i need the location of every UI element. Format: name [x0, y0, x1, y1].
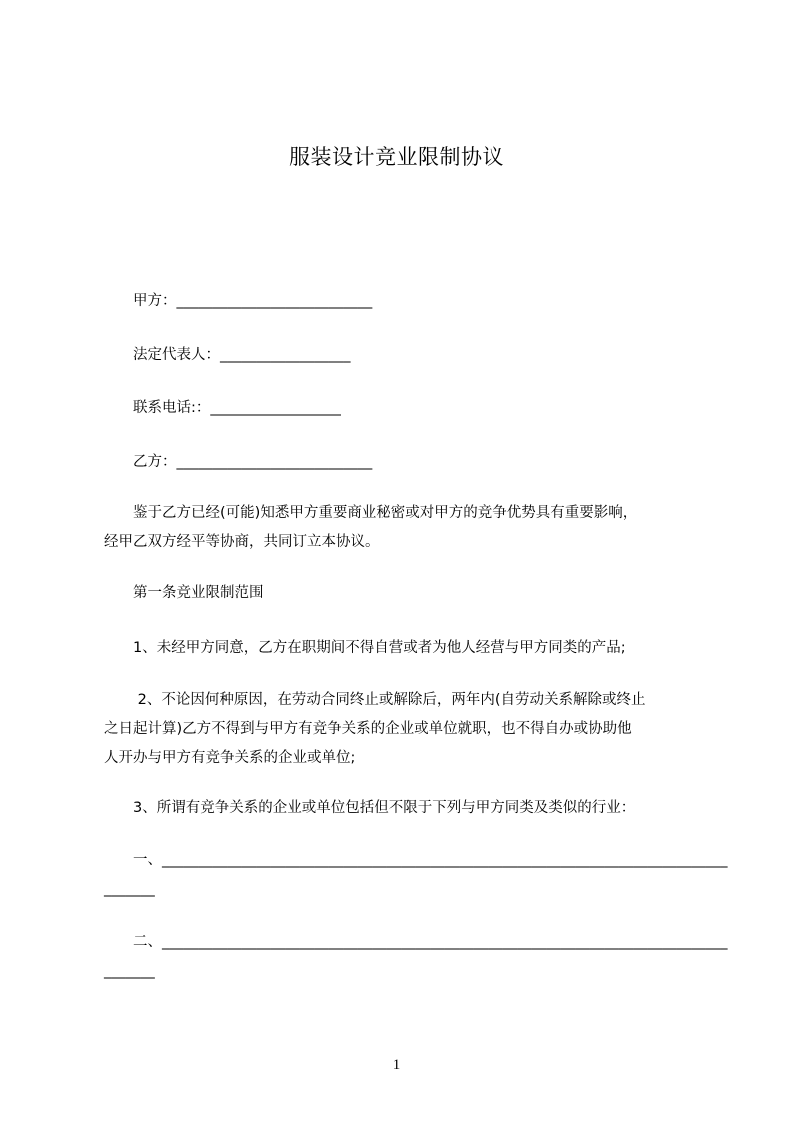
preamble-paragraph [104, 499, 700, 557]
contact-phone-field: 联系电话:：__________________ [104, 400, 341, 416]
preamble-line: 鉴于乙方已经(可能)知悉甲方重要商业秘密或对甲方的竞争优势具有重要影响， [104, 505, 638, 521]
competitor-item-line: _______ [104, 963, 155, 979]
competitor-item-1 [104, 846, 728, 904]
document-title: 服装设计竞业限制协议 [289, 145, 504, 169]
party-b-field: 乙方：___________________________ [104, 454, 373, 470]
article-1-heading: 第一条竞业限制范围 [104, 585, 264, 601]
party-a-field: 甲方：___________________________ [104, 293, 373, 309]
competitor-item-line: _______ [104, 881, 155, 897]
competitor-item-line: 一、______________________________________________________________________________ [104, 852, 728, 868]
competitor-item-line: 二、______________________________________________________________________________ [104, 934, 728, 950]
legal-representative-field: 法定代表人：__________________ [104, 347, 351, 363]
clause-1: 1、未经甲方同意，乙方在职期间不得自营或者为他人经营与甲方同类的产品; [104, 640, 626, 656]
clause-2-line: 之日起计算)乙方不得到与甲方有竞争关系的企业或单位就职，也不得自办或协助他 [104, 721, 632, 737]
preamble-line: 经甲乙双方经平等协商，共同订立本协议。 [104, 534, 380, 550]
clause-2-line: 人开办与甲方有竞争关系的企业或单位; [104, 750, 356, 766]
clause-2 [104, 686, 700, 773]
clause-2-line: 2、不论因何种原因，在劳动合同终止或解除后，两年内(自劳动关系解除或终止 [104, 692, 646, 708]
page-number: 1 [392, 1057, 401, 1073]
competitor-item-2 [104, 928, 728, 986]
clause-3: 3、所谓有竞争关系的企业或单位包括但不限于下列与甲方同类及类似的行业： [104, 800, 636, 816]
